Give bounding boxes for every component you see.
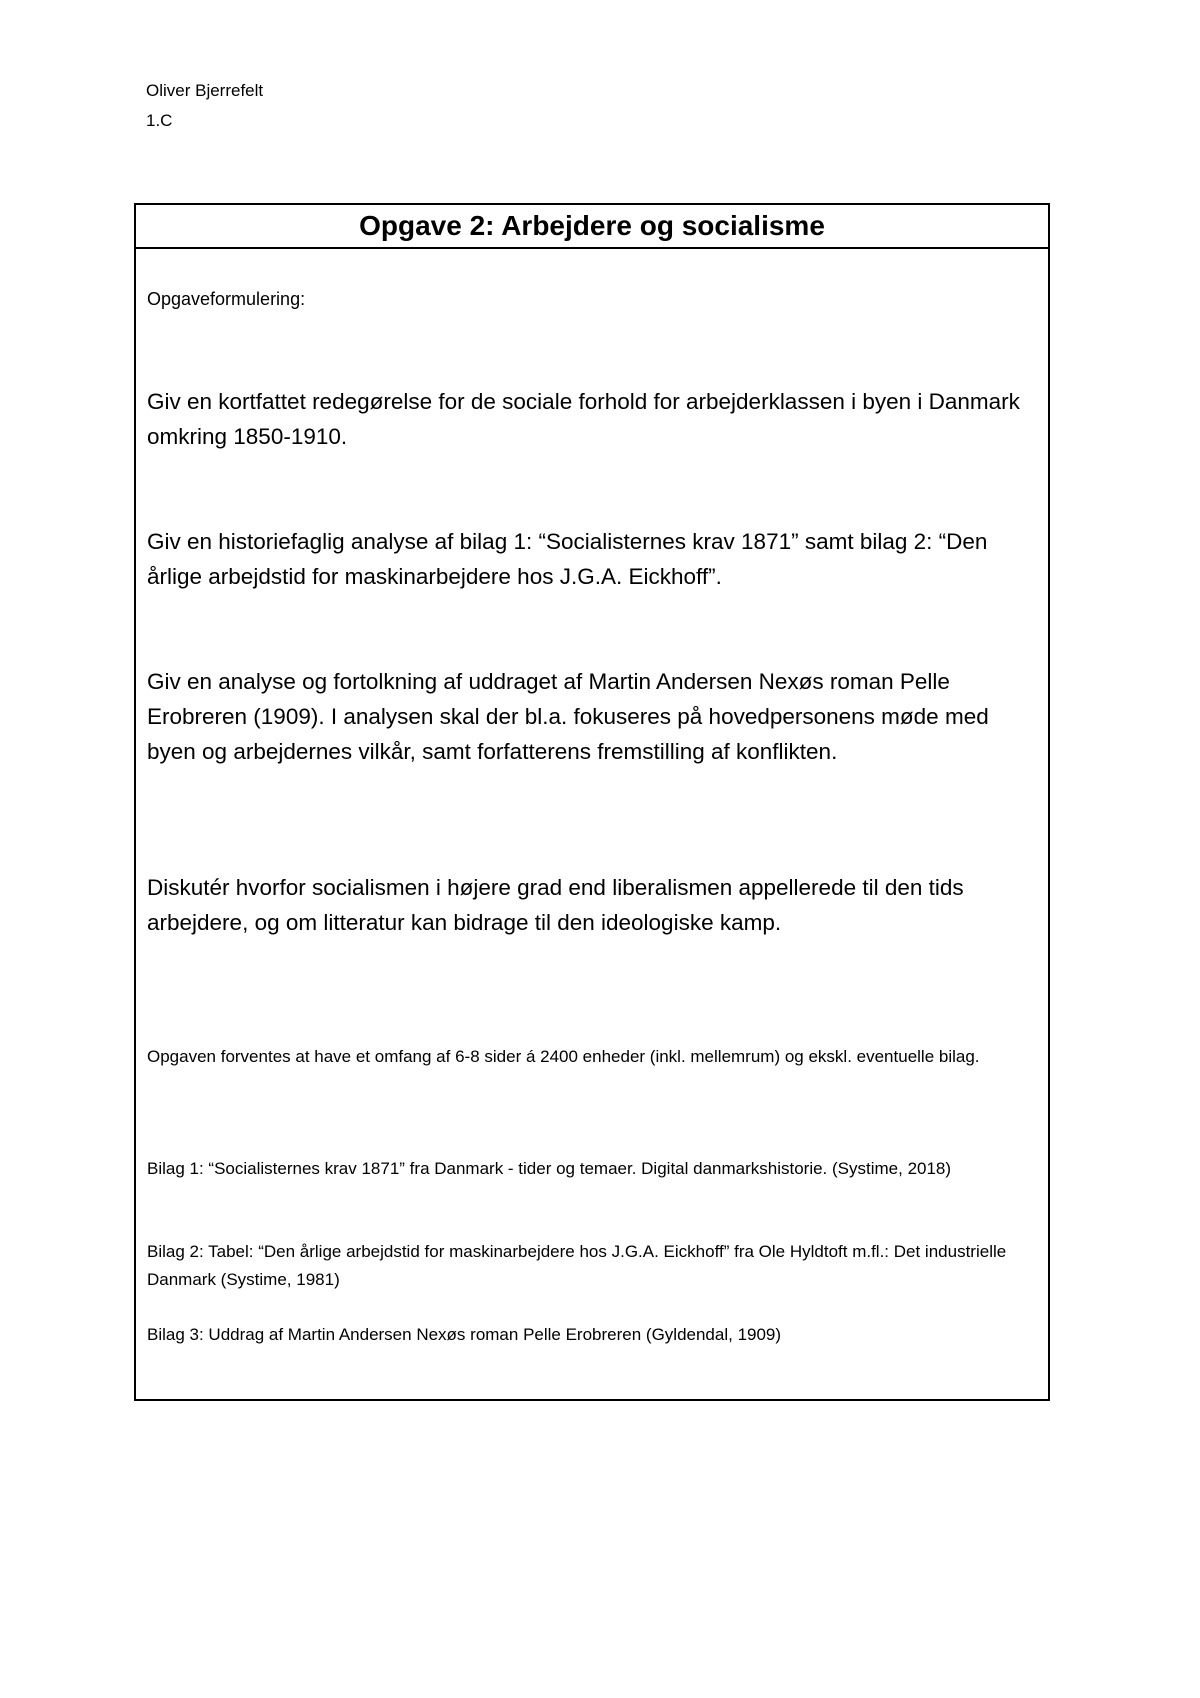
question-2: Giv en historiefaglig analyse af bilag 1: “Socialisternes krav 1871” samt bilag 2: “Den årlige arbejdstid for maskinarbejdere hos J.G.A. Eickhoff”.: [147, 529, 988, 589]
formulation-label: Opgaveformulering:: [147, 289, 306, 309]
appendix-2: Bilag 2: Tabel: “Den årlige arbejdstid for maskinarbejdere hos J.G.A. Eickhoff” fra Ole Hyldtoft m.fl.: Det industrielle Danmark (Systime, 1981): [147, 1242, 1007, 1289]
question-4: Diskutér hvorfor socialismen i højere grad end liberalismen appellerede til den tids arbejdere, og om litteratur kan bidrage til den ideologiske kamp.: [147, 875, 964, 935]
task-title-row: [136, 205, 1048, 249]
task-box: [134, 203, 1050, 1401]
task-title: Opgave 2: Arbejdere og socialisme: [359, 210, 825, 241]
author-name: Oliver Bjerrefelt: [146, 81, 264, 100]
class-label: 1.C: [146, 111, 173, 130]
document-header: [146, 76, 263, 136]
question-1: Giv en kortfattet redegørelse for de sociale forhold for arbejderklassen i byen i Danmark omkring 1850-1910.: [147, 389, 1020, 449]
appendix-1: Bilag 1: “Socialisternes krav 1871” fra Danmark - tider og temaer. Digital danmarkshistorie. (Systime, 2018): [147, 1159, 952, 1178]
question-3: Giv en analyse og fortolkning af uddraget af Martin Andersen Nexøs roman Pelle Erobreren (1909). I analysen skal der bl.a. fokuseres på hovedpersonens møde med byen og arbejdernes vilkår, samt forfatterens fremstilling af konflikten.: [147, 669, 989, 764]
appendix-3: Bilag 3: Uddrag af Martin Andersen Nexøs roman Pelle Erobreren (Gyldendal, 1909): [147, 1325, 782, 1344]
scope-note: Opgaven forventes at have et omfang af 6-8 sider á 2400 enheder (inkl. mellemrum) og ekskl. eventuelle bilag.: [147, 1047, 980, 1066]
